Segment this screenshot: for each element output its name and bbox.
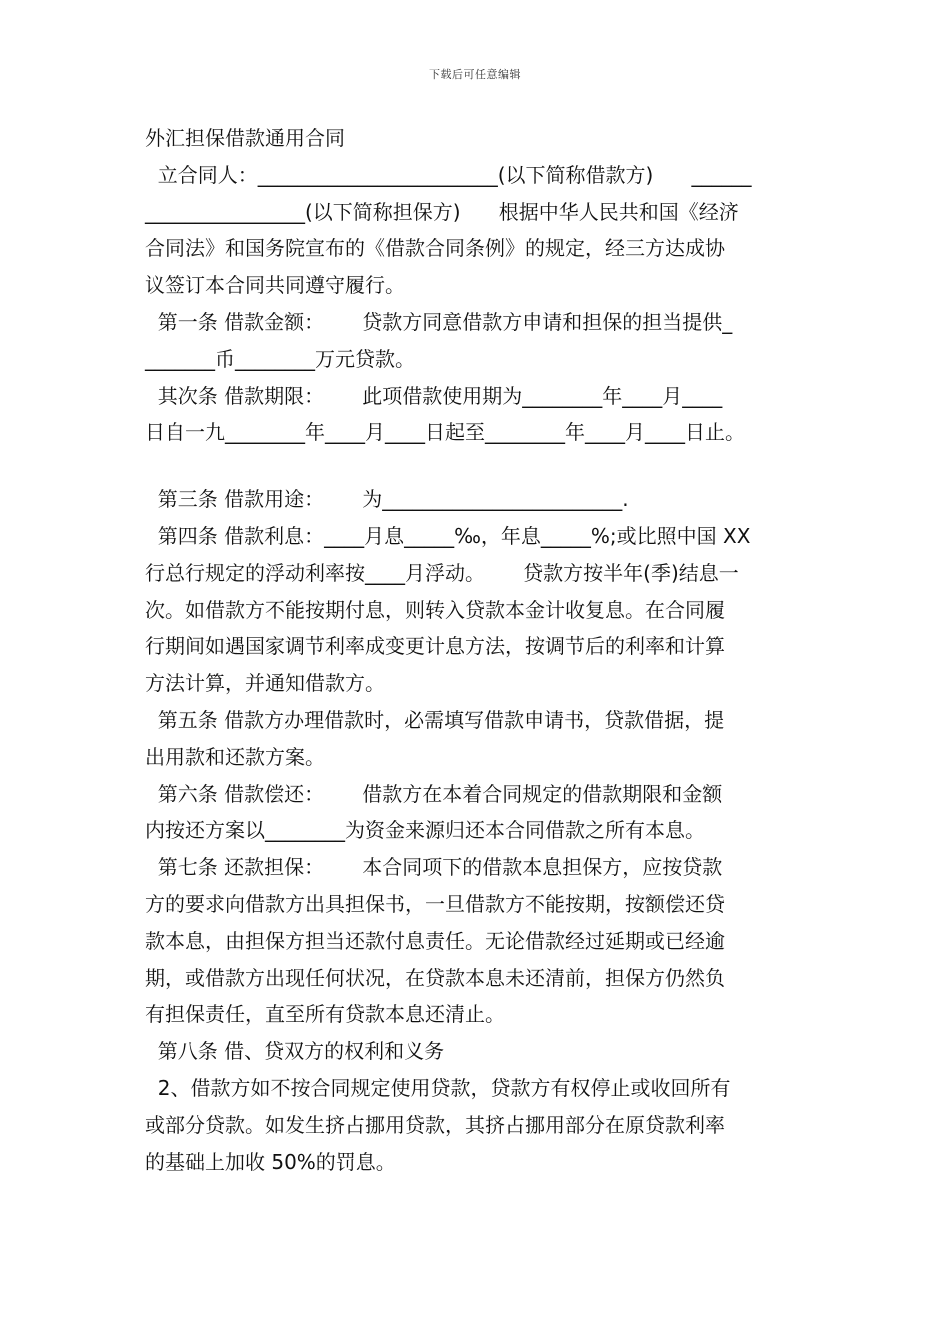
text-line: 议签订本合同共同遵守履行。 <box>145 273 405 298</box>
document-title: 外汇担保借款通用合同 <box>145 126 345 150</box>
text-line: 期，或借款方出现任何状况，在贷款本息未还清前，担保方仍然负 <box>145 965 725 990</box>
text-line: 2、借款方如不按合同规定使用贷款，贷款方有权停止或收回所有 <box>145 1075 731 1100</box>
header-note: 下载后可任意编辑 <box>429 68 521 81</box>
text-line: 行总行规定的浮动利率按____月浮动。 贷款方按半年(季)结息一 <box>145 560 739 585</box>
text-line: 立合同人：________________________(以下简称借款方) ______ <box>145 162 752 187</box>
text-line: 方法计算，并通知借款方。 <box>145 671 385 696</box>
blank-line <box>145 451 825 481</box>
text-line: _______币________万元贷款。 <box>145 346 415 371</box>
text-line: 的基础上加收 50%的罚息。 <box>145 1149 396 1174</box>
text-line: 或部分贷款。如发生挤占挪用贷款，其挤占挪用部分在原贷款利率 <box>145 1112 725 1137</box>
article-3-line: 第三条 借款用途： 为________________________. <box>145 487 629 512</box>
text-line: 合同法》和国务院宣布的《借款合同条例》的规定，经三方达成协 <box>145 236 725 261</box>
article-8-line: 第八条 借、贷双方的权利和义务 <box>145 1039 445 1064</box>
article-5-line: 第五条 借款方办理借款时，必需填写借款申请书，贷款借据，提 <box>145 707 725 732</box>
text-line: 内按还方案以________为资金来源归还本合同借款之所有本息。 <box>145 818 705 843</box>
text-line: 款本息，由担保方担当还款付息责任。无论借款经过延期或已经逾 <box>145 928 725 953</box>
article-1-line: 第一条 借款金额： 贷款方同意借款方申请和担保的担当提供_ <box>145 309 733 334</box>
article-7-line: 第七条 还款担保： 本合同项下的借款本息担保方，应按贷款 <box>145 855 723 880</box>
text-line: 日自一九________年____月____日起至________年____月____日止。 <box>145 420 745 445</box>
text-line: 有担保责任，直至所有贷款本息还清止。 <box>145 1002 505 1027</box>
article-6-line: 第六条 借款偿还： 借款方在本着合同规定的借款期限和金额 <box>145 781 723 806</box>
article-4-line: 第四条 借款利息：____月息_____‰，年息_____%;或比照中国 XX <box>145 523 751 548</box>
text-line: ________________(以下简称担保方) 根据中华人民共和国《经济 <box>145 199 739 224</box>
article-2-line: 其次条 借款期限： 此项借款使用期为________年____月____ <box>145 383 723 408</box>
text-line: 方的要求向借款方出具担保书，一旦借款方不能按期，按额偿还贷 <box>145 891 725 916</box>
text-line: 出用款和还款方案。 <box>145 744 325 769</box>
text-line: 行期间如遇国家调节利率成变更计息方法，按调节后的利率和计算 <box>145 634 725 659</box>
document-body <box>145 120 825 1180</box>
text-line: 次。如借款方不能按期付息，则转入贷款本金计收复息。在合同履 <box>145 597 725 622</box>
